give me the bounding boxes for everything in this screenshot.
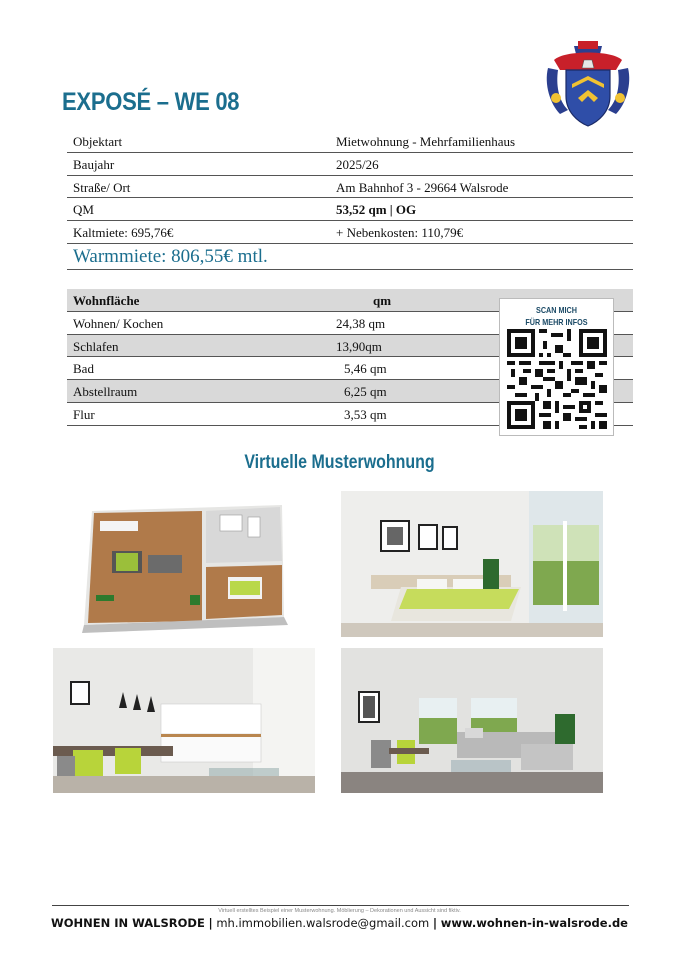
details-row (67, 153, 633, 176)
qr-code-box[interactable] (499, 298, 614, 436)
detail-value: Am Bahnhof 3 - 29664 Walsrode (336, 179, 509, 195)
bedroom-image (341, 491, 603, 637)
details-row (67, 198, 633, 221)
floorplan-image (52, 491, 316, 637)
details-row (67, 176, 633, 199)
room-name: Flur (73, 406, 95, 422)
detail-label: Kaltmiete: 695,76€ (73, 225, 174, 241)
room-name: Wohnen/ Kochen (73, 315, 164, 331)
warmmiete-text: Warmmiete: 806,55€ mtl. (73, 245, 268, 267)
detail-value: + Nebenkosten: 110,79€ (336, 225, 464, 241)
detail-label: Baujahr (73, 156, 115, 172)
footer (0, 916, 679, 930)
footer-email-link[interactable]: mh.immobilien.walsrode@gmail.com (216, 916, 430, 930)
footer-disclaimer: Virtuell erstelltes Beispiel einer Musterwohnung. Möblierung – Dekorationen und Aussicht sind fiktiv. (218, 908, 461, 914)
room-area: 5,46 qm (344, 361, 387, 377)
details-row (67, 130, 633, 153)
footer-website-link[interactable]: www.wohnen-in-walsrode.de (440, 916, 628, 930)
qr-caption-line2: FÜR MEHR INFOS (525, 317, 588, 327)
footer-separator: | (432, 916, 438, 930)
details-table (67, 130, 633, 270)
detail-label: QM (73, 202, 94, 218)
room-area: 24,38 qm (336, 315, 386, 331)
detail-value: 2025/26 (336, 156, 379, 172)
kitchen-image (53, 648, 315, 793)
room-name: Schlafen (73, 338, 119, 354)
room-area: 3,53 qm (344, 406, 387, 422)
warmmiete-row (67, 244, 633, 270)
detail-label: Straße/ Ort (73, 179, 131, 195)
footer-divider (52, 905, 629, 906)
rooms-header-unit: qm (373, 293, 392, 308)
footer-brand: WOHNEN IN WALSRODE (51, 916, 205, 930)
room-area: 6,25 qm (344, 384, 387, 400)
room-area: 13,90qm (336, 338, 382, 354)
gallery-title: Virtuelle Musterwohnung (244, 452, 435, 473)
qr-code-icon (507, 329, 607, 429)
qr-caption-line1: SCAN MICH (536, 305, 577, 315)
detail-label: Objektart (73, 134, 123, 149)
room-name: Abstellraum (73, 384, 138, 400)
detail-value: Mietwohnung - Mehrfamilienhaus (336, 134, 516, 149)
detail-value: 53,52 qm | OG (336, 202, 417, 218)
rooms-header-label: Wohnfläche (73, 293, 140, 308)
page-title: EXPOSÉ – WE 08 (62, 88, 240, 116)
footer-separator: | (208, 916, 213, 930)
coat-of-arms-logo (544, 40, 632, 132)
living-room-image (341, 648, 603, 793)
details-row (67, 221, 633, 244)
room-name: Bad (73, 361, 94, 377)
